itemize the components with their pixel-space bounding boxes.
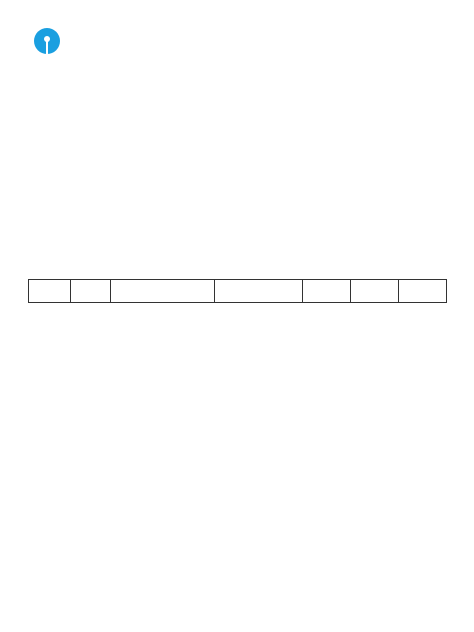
- bank-logo: [34, 28, 64, 54]
- header-credit: [351, 280, 399, 303]
- table-header-row: [29, 280, 447, 303]
- header-value-date: [71, 280, 111, 303]
- header-debit: [303, 280, 351, 303]
- sbi-logo-icon: [34, 28, 60, 54]
- header-description: [111, 280, 215, 303]
- header-ref-no: [215, 280, 303, 303]
- header-txn-date: [29, 280, 71, 303]
- header-balance: [399, 280, 447, 303]
- transactions-table: [28, 279, 447, 303]
